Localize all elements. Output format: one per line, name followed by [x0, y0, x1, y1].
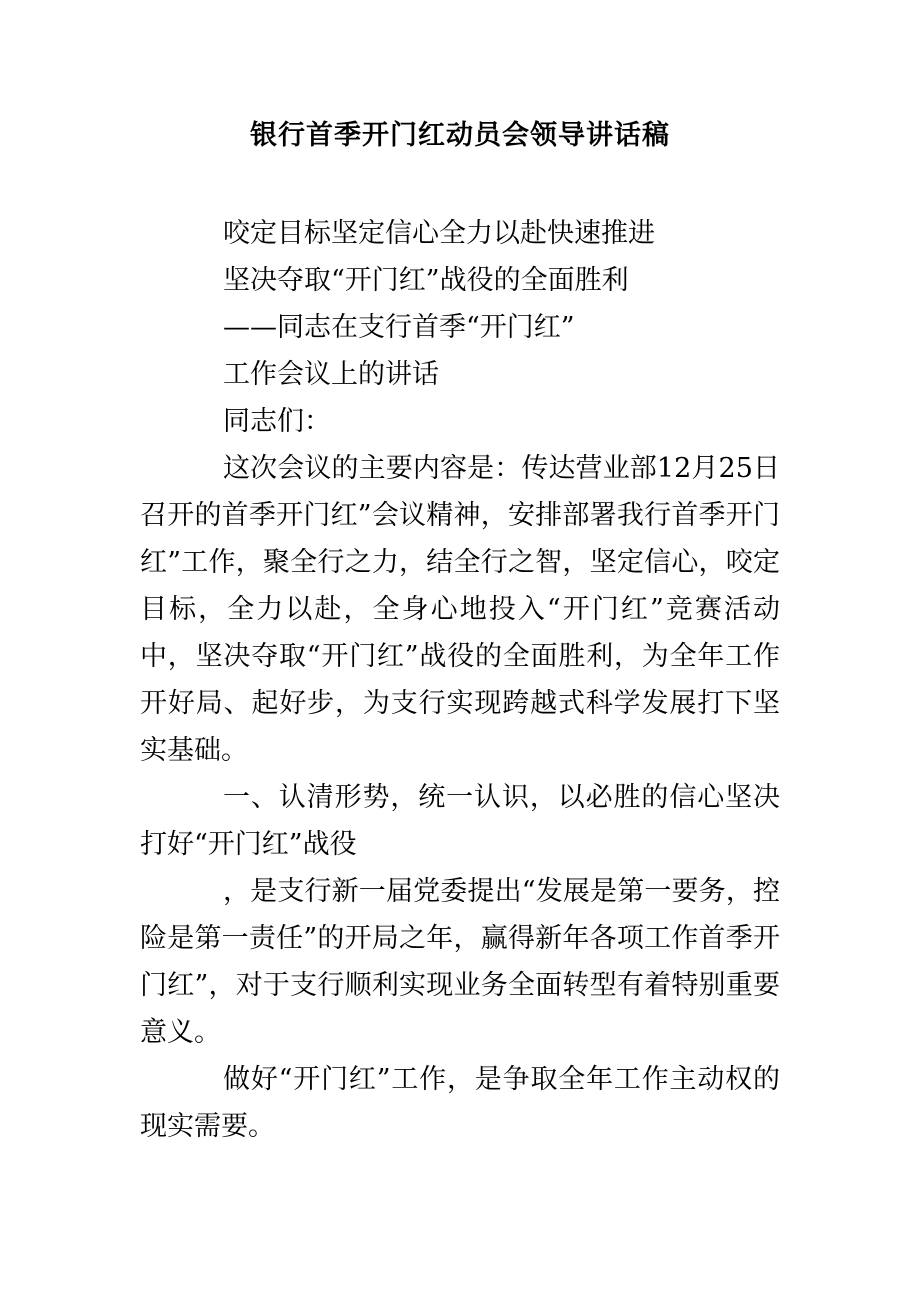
section-heading-1: 一、认清形势，统一认识，以必胜的信心坚决打好“开门红”战役 [140, 782, 780, 860]
document-title: 银行首季开门红动员会领导讲话稿 [250, 120, 670, 151]
subtitle-line-2: 坚决夺取“开门红”战役的全面胜利 [223, 265, 629, 296]
salutation: 同志们： [223, 406, 331, 437]
paragraph-intro: 这次会议的主要内容是：传达营业部12月25日召开的首季开门红”会议精神，安排部署我行首季开门红”工作，聚全行之力，结全行之智，坚定信心，咬定目标，全力以赴，全身心地投入“开门红”竞赛活动中，坚决夺取“开门红”战役的全面胜利，为全年工作开好局、起好步，为支行实现跨越式科学发展打下坚实基础。 [140, 453, 780, 766]
paragraph-significance: ，是支行新一届党委提出“发展是第一要务，控险是第一责任”的开局之年，赢得新年各项工作首季开门红”，对于支行顺利实现业务全面转型有着特别重要意义。 [140, 876, 780, 1048]
document-body [140, 210, 780, 1150]
paragraph-initiative: 做好“开门红”工作，是争取全年工作主动权的现实需要。 [140, 1064, 780, 1142]
subtitle-line-4: 工作会议上的讲话 [223, 359, 439, 390]
subtitle-line-1: 咬定目标坚定信心全力以赴快速推进 [223, 218, 655, 249]
subtitle-line-3: ——同志在支行首季“开门红” [223, 312, 575, 343]
